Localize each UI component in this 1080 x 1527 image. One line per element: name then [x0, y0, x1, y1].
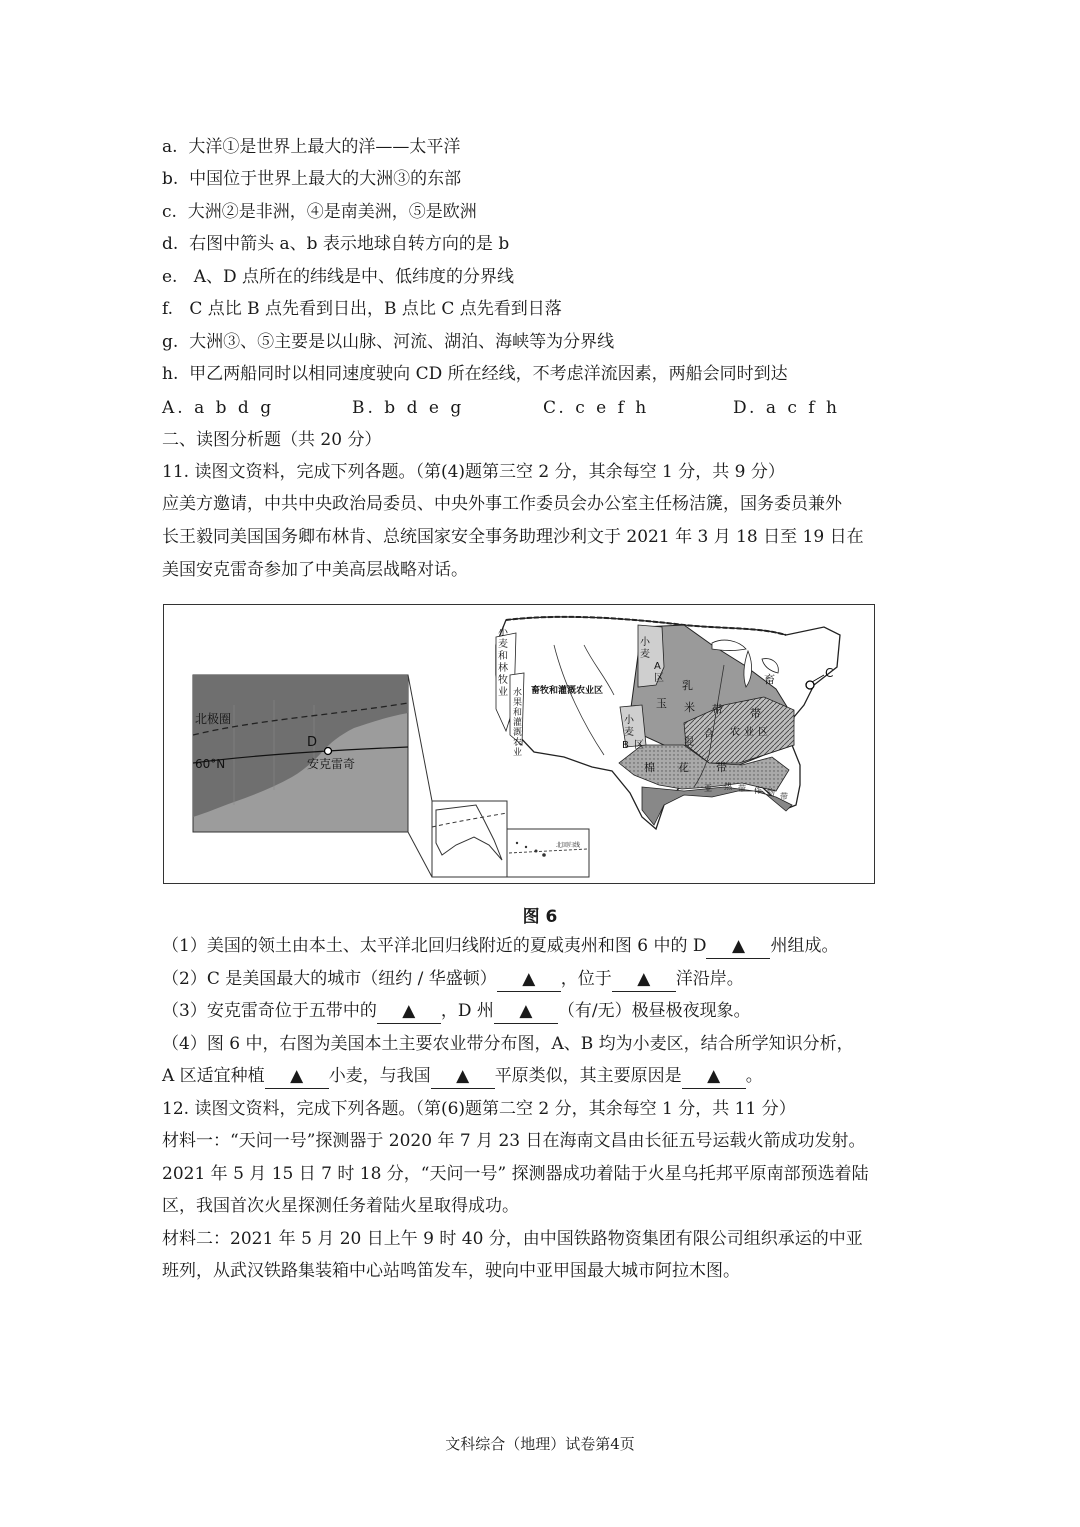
svg-text:业: 业 — [513, 748, 523, 758]
answer-blank[interactable]: ▲ — [706, 934, 770, 959]
mainland-us — [496, 617, 840, 829]
choice-a[interactable]: A. a b d g — [162, 398, 275, 418]
answer-blank[interactable]: ▲ — [682, 1064, 746, 1089]
q11-sub1: （1）美国的领土由本土、太平洋北回归线附近的夏威夷州和图 6 中的 D ▲ 州组成。 — [162, 934, 838, 959]
q11-passage-2: 长王毅同美国国务卿布林肯、总统国家安全事务助理沙利文于 2021 年 3 月 18 日至 19 日在 — [162, 527, 864, 547]
new-york-point — [806, 681, 814, 689]
q12-material1-2: 2021 年 5 月 15 日 7 时 18 分，“天问一号” 探测器成功着陆于火星乌托邦平原南部预选着陆 — [162, 1164, 869, 1184]
svg-text:牧: 牧 — [498, 675, 508, 686]
page-footer: 文科综合（地理）试卷第4页 — [445, 1435, 635, 1453]
svg-text:B: B — [622, 740, 629, 751]
svg-text:溉: 溉 — [513, 728, 523, 738]
q11-header: 11. 读图文资料，完成下列各题。（第(4)题第三空 2 分，其余每空 1 分，共 9 分） — [162, 462, 785, 482]
svg-text:麦: 麦 — [640, 649, 650, 660]
svg-text:区: 区 — [758, 727, 768, 738]
svg-text:区: 区 — [634, 740, 644, 751]
figure-6-map — [163, 604, 875, 884]
svg-text:麦: 麦 — [498, 639, 508, 650]
label-west-belt2 — [513, 686, 522, 758]
svg-text:带: 带 — [716, 761, 727, 774]
svg-text:A: A — [654, 661, 661, 672]
q11-sub4-line2: A 区适宜种植 ▲ 小麦，与我国 ▲ 平原类似，其主要原因是 ▲ 。 — [162, 1064, 763, 1089]
answer-blank[interactable]: ▲ — [265, 1064, 329, 1089]
svg-text:农: 农 — [513, 738, 523, 748]
svg-text:果: 果 — [513, 698, 523, 708]
answer-blank[interactable]: ▲ — [494, 999, 558, 1024]
label-lat60: 60°N — [195, 757, 226, 771]
answer-blank[interactable]: ▲ — [497, 967, 561, 992]
svg-text:业: 业 — [498, 687, 508, 698]
statement-a: a. 大洋①是世界上最大的洋——太平洋 — [162, 137, 461, 157]
label-west-belt1 — [498, 625, 509, 698]
statement-b: b. 中国位于世界上最大的大洲③的东部 — [162, 169, 462, 189]
svg-text:小: 小 — [498, 627, 508, 638]
svg-text:畜: 畜 — [764, 673, 775, 686]
label-pastoral: 畜牧和灌溉农业区 — [531, 686, 604, 696]
choice-d[interactable]: D. a c f h — [733, 398, 840, 418]
label-anchorage: 安克雷奇 — [307, 757, 356, 771]
svg-text:花: 花 — [678, 761, 689, 774]
svg-text:棉: 棉 — [644, 761, 655, 774]
answer-blank[interactable]: ▲ — [377, 999, 441, 1024]
svg-text:混: 混 — [684, 737, 694, 748]
svg-text:亚: 亚 — [704, 784, 712, 793]
q12-material2-1: 材料二：2021 年 5 月 20 日上午 9 时 40 分，由中国铁路物资集团有限公司组织承运的中亚 — [162, 1229, 863, 1249]
figure-caption: 图 6 — [522, 907, 558, 927]
q12-material2-2: 班列，从武汉铁路集装箱中心站鸣笛发车，驶向中亚甲国最大城市阿拉木图。 — [162, 1261, 740, 1281]
q12-material1-3: 区，我国首次火星探测任务着陆火星取得成功。 — [162, 1196, 519, 1216]
svg-text:麦: 麦 — [624, 727, 634, 738]
answer-blank[interactable]: ▲ — [612, 967, 676, 992]
svg-text:带: 带 — [712, 703, 723, 716]
label-tropic: 北回归线 — [556, 842, 581, 849]
svg-text:乳: 乳 — [682, 679, 693, 692]
q11-passage-3: 美国安克雷奇参加了中美高层战略对话。 — [162, 560, 468, 580]
q11-sub2: （2）C 是美国最大的城市（纽约 / 华盛顿） ▲ ，位于 ▲ 洋沿岸。 — [162, 967, 744, 992]
svg-text:物: 物 — [767, 788, 775, 797]
svg-text:灌: 灌 — [513, 718, 523, 728]
svg-text:和: 和 — [513, 708, 523, 718]
svg-text:米: 米 — [684, 701, 695, 714]
svg-text:带: 带 — [738, 784, 746, 793]
q12-material1-1: 材料一：“天问一号”探测器于 2020 年 7 月 23 日在海南文昌由长征五号运载火箭成功发射。 — [162, 1131, 866, 1151]
svg-text:合: 合 — [704, 729, 714, 740]
q11-sub3: （3）安克雷奇位于五带中的 ▲ ，D 州 ▲ （有/无）极昼极夜现象。 — [162, 999, 751, 1024]
choice-b[interactable]: B. b d e g — [352, 398, 465, 418]
statement-c: c. 大洲②是非洲，④是南美洲，⑤是欧洲 — [162, 202, 477, 222]
svg-text:林: 林 — [498, 663, 508, 674]
statement-d: d. 右图中箭头 a、b 表示地球自转方向的是 b — [162, 234, 510, 254]
svg-text:热: 热 — [724, 782, 732, 791]
alaska-hawaii-small-insets — [432, 801, 589, 877]
svg-text:农: 农 — [730, 727, 740, 738]
svg-text:和: 和 — [498, 651, 508, 662]
anchorage-point — [325, 748, 332, 755]
section-title: 二、读图分析题（共 20 分） — [162, 430, 382, 450]
statement-g: g. 大洲③、⑤主要是以山脉、河流、湖泊、海峡等为分界线 — [162, 332, 615, 352]
svg-text:业: 业 — [744, 727, 754, 738]
answer-blank[interactable]: ▲ — [431, 1064, 495, 1089]
q12-header: 12. 读图文资料，完成下列各题。（第(6)题第二空 2 分，其余每空 1 分，共 11 分） — [162, 1099, 796, 1119]
statement-h: h. 甲乙两船同时以相同速度驶向 CD 所在经线，不考虑洋流因素，两船会同时到达 — [162, 364, 788, 384]
q11-sub4-line1: （4）图 6 中，右图为美国本土主要农业带分布图，A、B 均为小麦区，结合所学知识分析， — [162, 1034, 854, 1054]
us-maps-svg — [164, 605, 874, 883]
svg-text:玉: 玉 — [656, 697, 667, 710]
q11-passage-1: 应美方邀请，中共中央政治局委员、中央外事工作委员会办公室主任杨洁篪，国务委员兼外 — [162, 494, 842, 514]
svg-text:带: 带 — [750, 707, 761, 720]
svg-text:作: 作 — [754, 786, 762, 795]
svg-text:水: 水 — [513, 688, 523, 698]
svg-text:区: 区 — [654, 673, 664, 684]
svg-text:小: 小 — [640, 637, 650, 648]
statement-f: f. C 点比 B 点先看到日出，B 点比 C 点先看到日落 — [162, 299, 562, 319]
choice-c[interactable]: C. c e f h — [543, 398, 650, 418]
label-arctic-circle: 北极圈 — [195, 712, 232, 726]
label-c: C — [825, 666, 834, 680]
statement-e: e. A、D 点所在的纬线是中、低纬度的分界线 — [162, 267, 514, 287]
alaska-inset — [193, 675, 408, 832]
label-d: D — [307, 735, 318, 750]
svg-text:小: 小 — [624, 715, 634, 726]
svg-text:带: 带 — [780, 792, 788, 801]
